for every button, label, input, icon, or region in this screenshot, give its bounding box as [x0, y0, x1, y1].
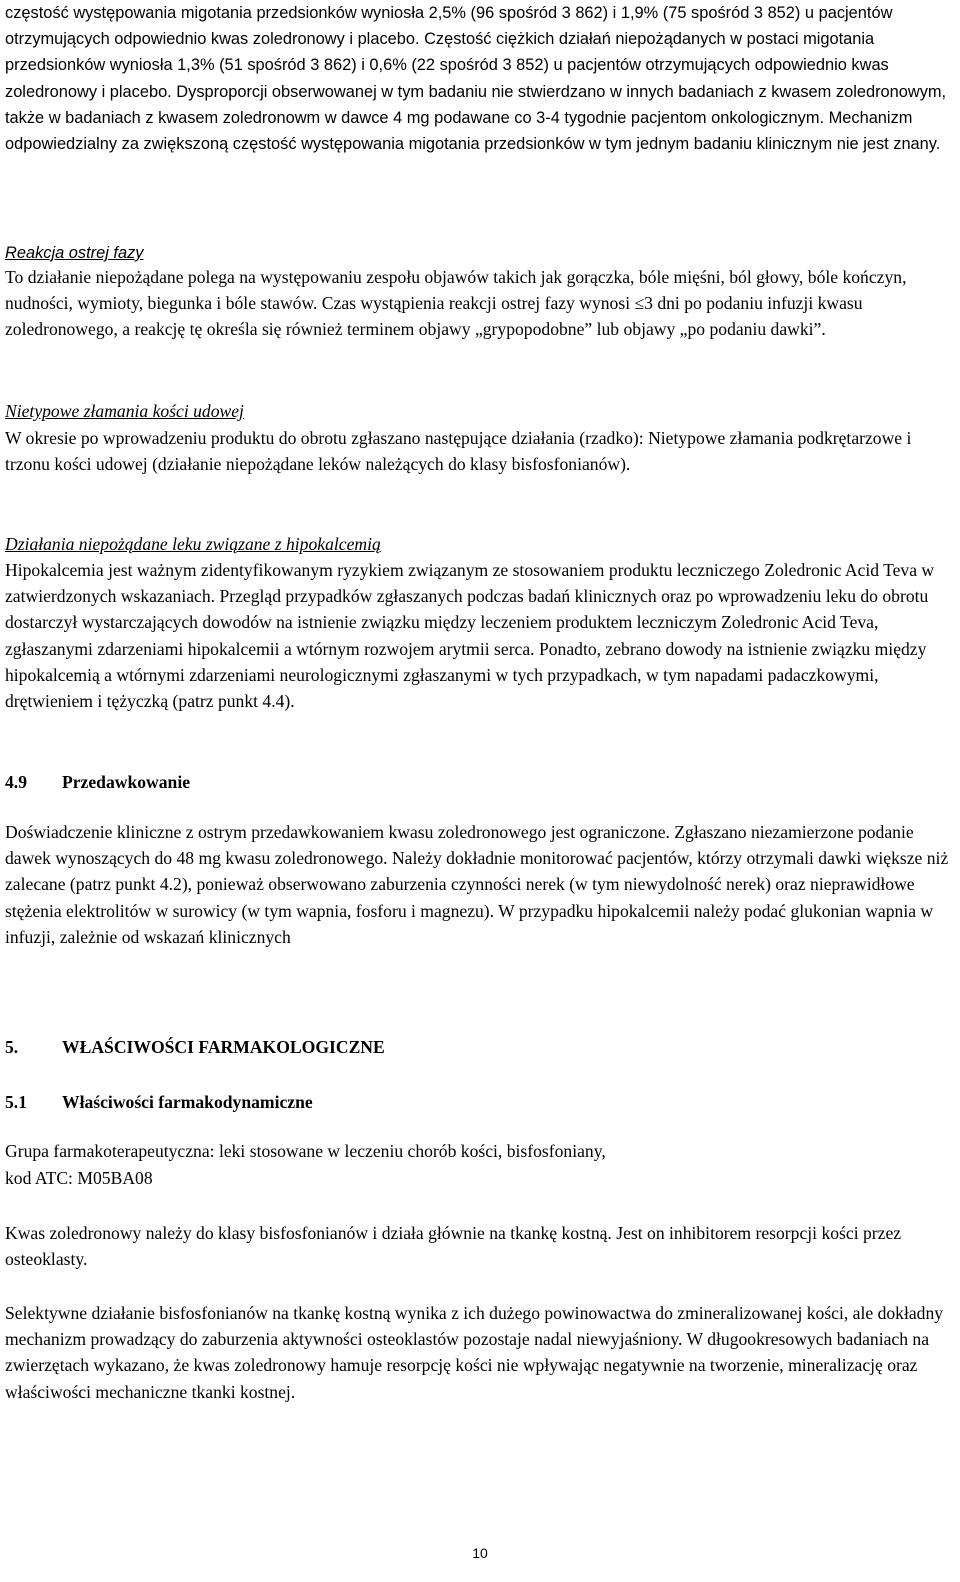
section-number: 5.: [5, 1037, 19, 1057]
acute-phase-heading-text: Reakcja ostrej fazy: [5, 244, 144, 262]
atrial-fibrillation-paragraph: częstość występowania migotania przedsionków wyniosła 2,5% (96 spośród 3 862) i 1,9% (75 spośród 3 852) u pacjentów otrzymujących odpowiednio kwas zoledronowy i placebo. Częstość ciężkich działań niepożądanych w postaci migotania przedsionków wyniosła 1,3% (51 spośród 3 862) i 0,6% (22 spośród 3 852) u pacjentów otrzymujących odpowiednio kwas zoledronowy i placebo. Dysproporcji obserwowanej w tym badaniu nie stwierdzano w innych badaniach z kwasem zoledronowym, także w badaniach z kwasem zoledronowm w dawce 4 mg podawane co 3-4 tygodnie pacjentom onkologicznym. Mechanizm odpowiedzialny za zwiększoną częstość występowania migotania przedsionków w tym jednym badaniu klinicznym nie jest znany.: [5, 4, 947, 154]
acute-phase-title: [5, 240, 953, 266]
atypical-femur-heading-text: Nietypowe złamania kości udowej: [5, 401, 244, 421]
section-5-heading: [5, 1034, 385, 1060]
drug-class-paragraph: Kwas zoledronowy należy do klasy bisfosfonianów i działa głównie na tkankę kostną. Jest on inhibitorem resorpcji kości przez osteoklasty.: [5, 1223, 902, 1270]
hypocalcemia-title: [5, 531, 953, 557]
hypocalcemia-paragraph: Hipokalcemia jest ważnym zidentyfikowanym ryzykiem związanym ze stosowaniem produktu leczniczego Zoledronic Acid Teva w zatwierdzonych wskazaniach. Przegląd przypadków zgłaszanych podczas badań klinicznych oraz po wprowadzeniu leku do obrotu dostarczył wystarczających dowodów na istnienie związku między leczeniem produktem leczniczym Zoledronic Acid Teva, zgłaszanymi zdarzeniami hipokalcemii a wtórnym rozwojem arytmii serca. Ponadto, zebrano dowody na istnienie związku między hipokalcemią a wtórnymi zdarzeniami neurologicznymi zgłaszanymi w tych przypadkach, w tym napadami padaczkowymi, drętwieniem i tężyczką (patrz punkt 4.4).: [5, 560, 935, 712]
atypical-femur-paragraph: W okresie po wprowadzeniu produktu do obrotu zgłaszano następujące działania (rzadko): Nietypowe złamania podkrętarzowe i trzonu kości udowej (działanie niepożądane leków należących do klasy bisfosfonianów).: [5, 428, 912, 475]
atc-code-line: kod ATC: M05BA08: [5, 1168, 153, 1188]
overdose-paragraph: Doświadczenie kliniczne z ostrym przedawkowaniem kwasu zoledronowego jest ograniczone. Zgłaszano niezamierzone podanie dawek wynoszących do 48 mg kwasu zoledronowego. Należy dokładnie monitorować pacjentów, którzy otrzymali dawki większe niż zalecane (patrz punkt 4.2), ponieważ obserwowano zaburzenia czynności nerek (w tym niewydolność nerek) oraz nieprawidłowe stężenia elektrolitów w surowicy (w tym wapnia, fosforu i magnezu). W przypadku hipokalcemii należy podać glukonian wapnia w infuzji, zależnie od wskazań klinicznych: [5, 822, 949, 947]
atypical-femur-title: [5, 398, 953, 424]
section-4-9-heading: [5, 769, 190, 795]
pharmacotherapeutic-group-line: Grupa farmakoterapeutyczna: leki stosowane w leczeniu chorób kości, bisfosfoniany,: [5, 1141, 606, 1161]
section-number: 5.1: [5, 1092, 27, 1112]
section-title: WŁAŚCIWOŚCI FARMAKOLOGICZNE: [62, 1037, 385, 1057]
section-5-1-heading: [5, 1089, 313, 1115]
section-title: Przedawkowanie: [62, 772, 191, 792]
acute-phase-paragraph: To działanie niepożądane polega na występowaniu zespołu objawów takich jak gorączka, bóle mięśni, ból głowy, bóle kończyn, nudności, wymioty, biegunka i bóle stawów. Czas wystąpienia reakcji ostrej fazy wynosi ≤3 dni po podaniu infuzji kwasu zoledronowego, a reakcję tę określa się również terminem objawy „grypopodobne” lub objawy „po podaniu dawki”.: [5, 267, 907, 340]
page-number: 10: [472, 1545, 488, 1561]
section-number: 4.9: [5, 772, 27, 792]
selective-action-paragraph: Selektywne działanie bisfosfonianów na tkankę kostną wynika z ich dużego powinowactwa do zmineralizowanej kości, ale dokładny mechanizm prowadzący do zaburzenia aktywności osteoklastów pozostaje nadal niewyjaśniony. W długookresowych badaniach na zwierzętach wykazano, że kwas zoledronowy hamuje resorpcję kości nie wpływając negatywnie na tworzenie, mineralizację oraz właściwości mechaniczne tkanki kostnej.: [5, 1303, 944, 1402]
hypocalcemia-heading-text: Działania niepożądane leku związane z hipokalcemią: [5, 534, 381, 554]
section-title: Właściwości farmakodynamiczne: [62, 1092, 313, 1112]
